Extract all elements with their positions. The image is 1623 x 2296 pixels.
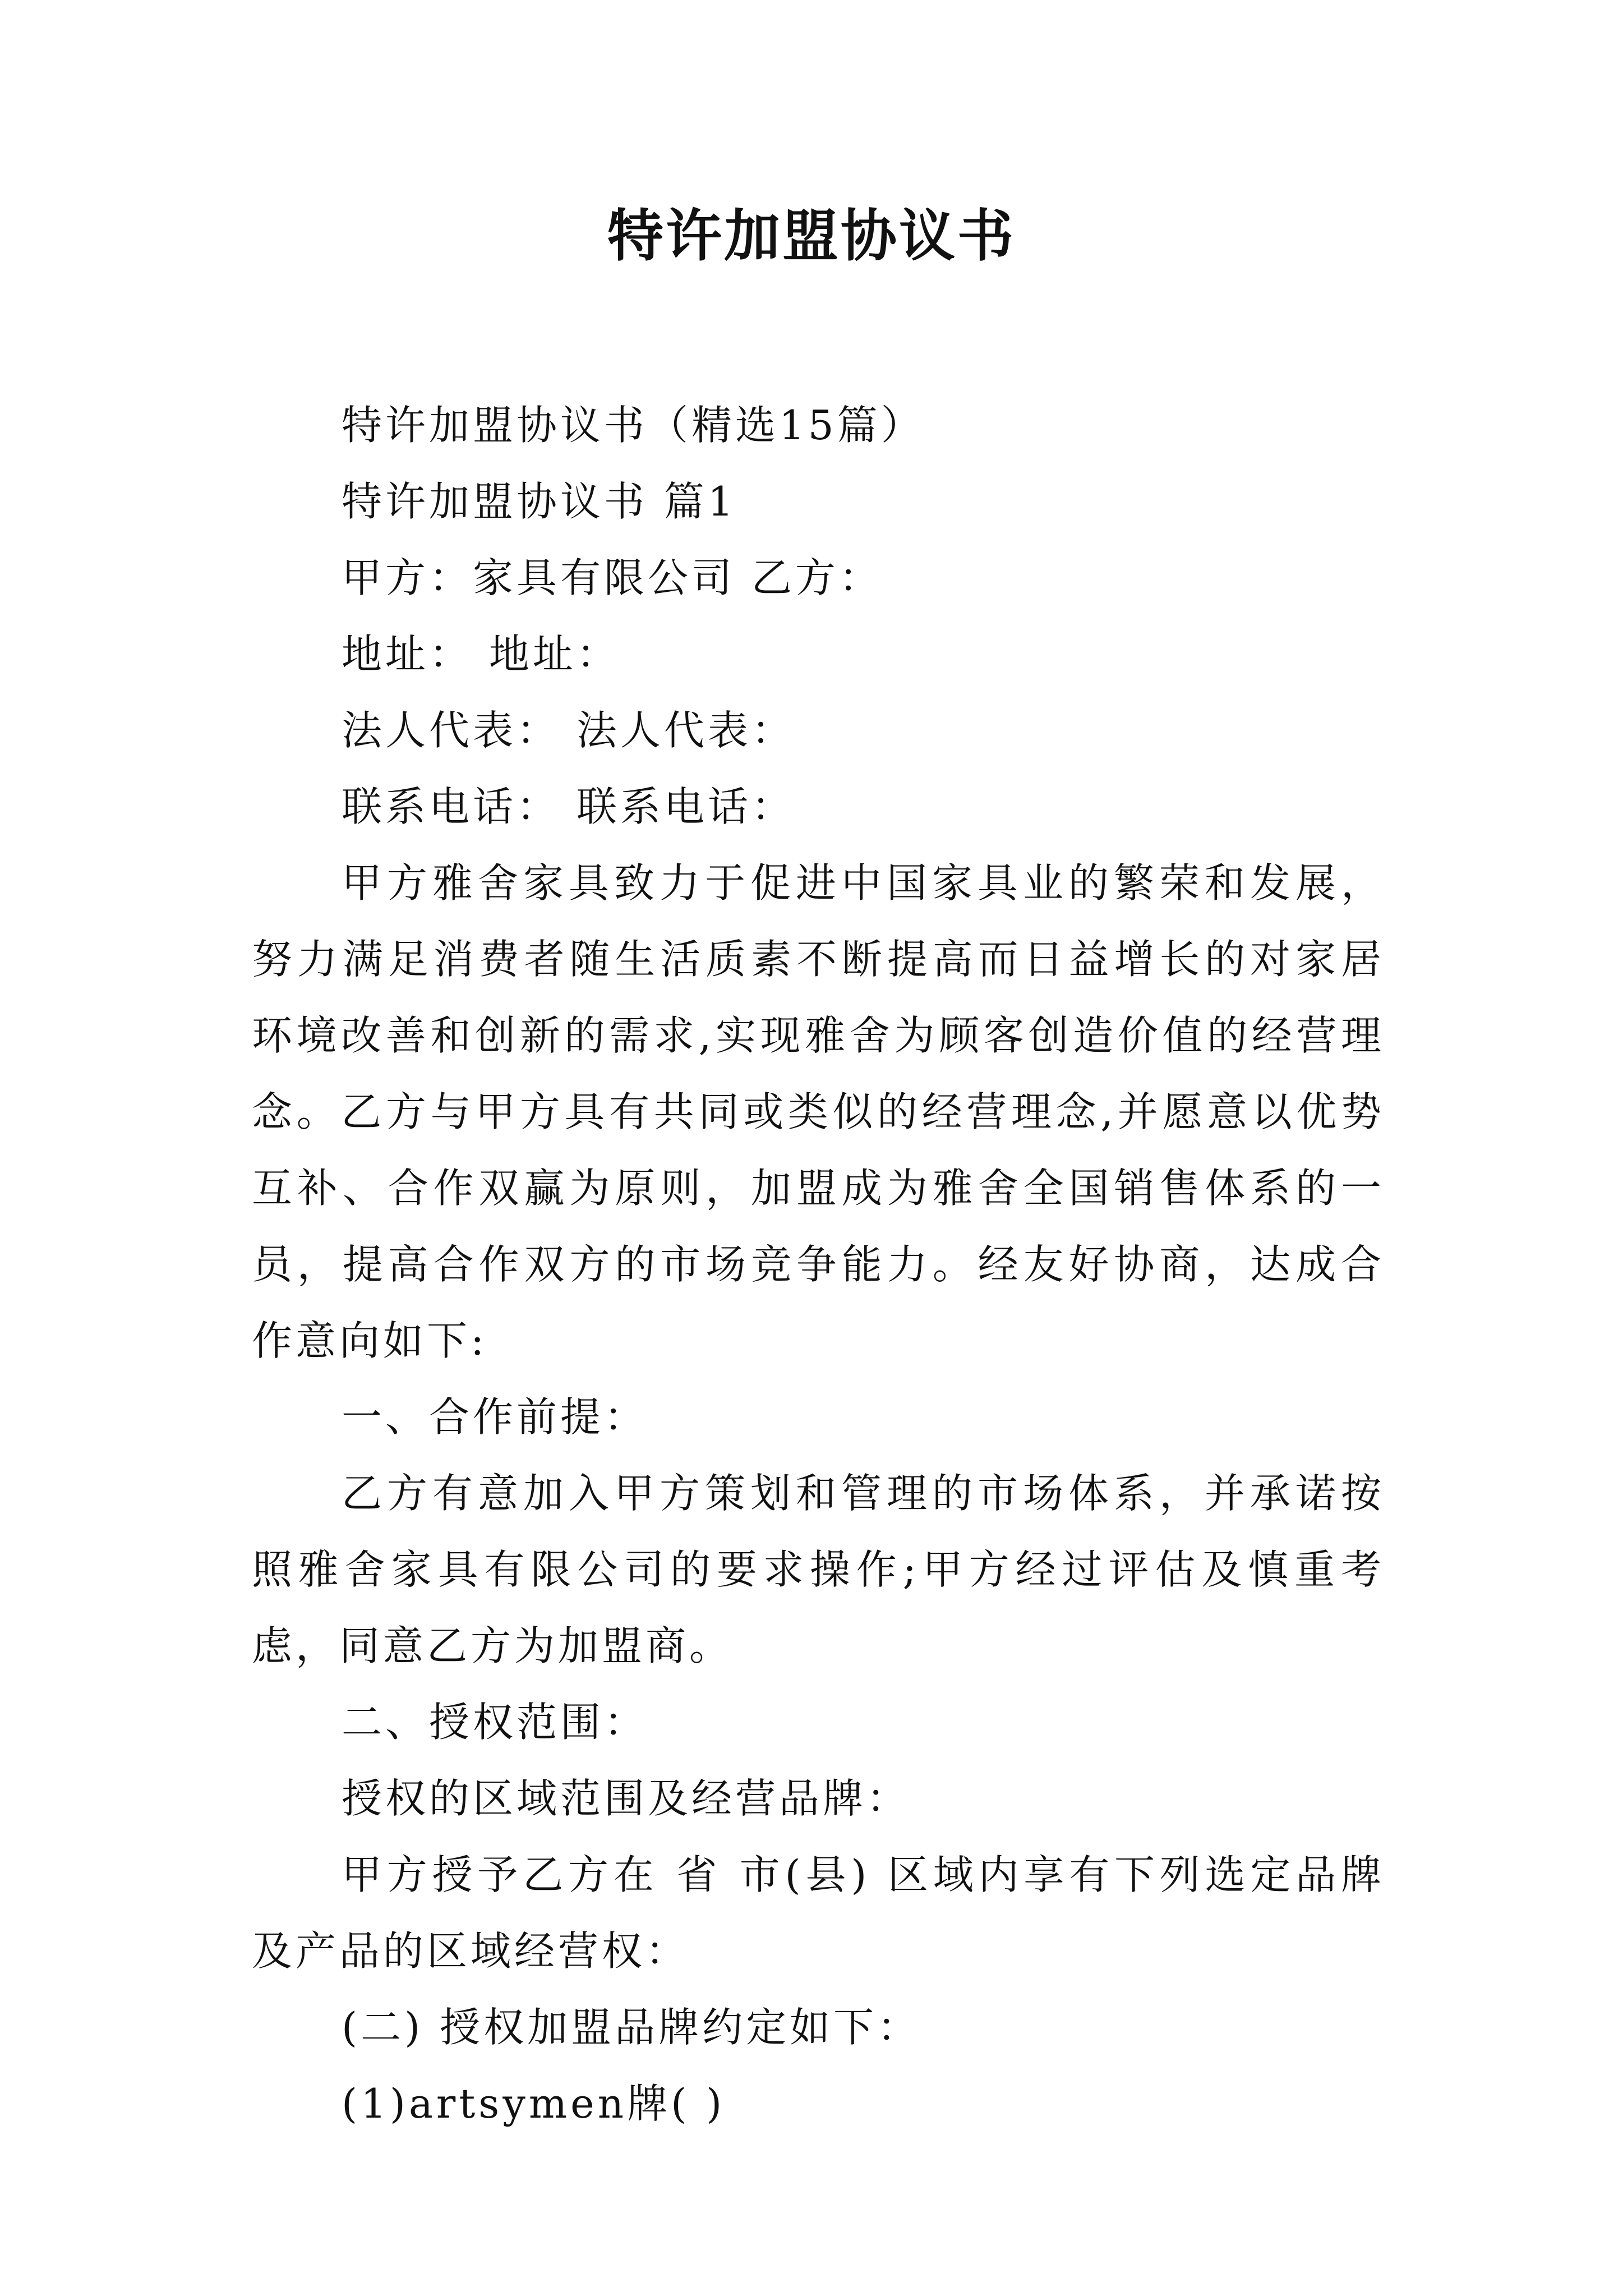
document-body xyxy=(252,387,1385,2142)
paragraph: 法人代表： 法人代表： xyxy=(342,707,795,754)
paragraph: 授权的区域范围及经营品牌： xyxy=(342,1775,911,1822)
paragraph: 二、授权范围： xyxy=(342,1699,648,1746)
paragraph: (二) 授权加盟品牌约定如下： xyxy=(342,2004,921,2051)
paragraph: 特许加盟协议书 篇1 xyxy=(342,478,737,525)
paragraph: 一、合作前提： xyxy=(342,1393,648,1441)
paragraph: 甲方授予乙方在 省 市(县) 区域内享有下列选定品牌及产品的区域经营权： xyxy=(252,1851,1385,1975)
paragraph: 联系电话： 联系电话： xyxy=(342,783,795,830)
document-title: 特许加盟协议书 xyxy=(607,203,1016,269)
paragraph: 甲方：家具有限公司 乙方： xyxy=(342,554,883,601)
paragraph: (1)artsymen牌( ) xyxy=(342,2080,726,2127)
paragraph: 乙方有意加入甲方策划和管理的市场体系，并承诺按照雅舍家具有限公司的要求操作;甲方经过评估及慎重考虑，同意乙方为加盟商。 xyxy=(252,1470,1385,1669)
paragraph: 特许加盟协议书（精选15篇） xyxy=(342,402,925,449)
paragraph: 甲方雅舍家具致力于促进中国家具业的繁荣和发展，努力满足消费者随生活质素不断提高而日益增长的对家居环境改善和创新的需求,实现雅舍为顾客创造价值的经营理念。乙方与甲方具有共同或类似的经营理念,并愿意以优势互补、合作双赢为原则，加盟成为雅舍全国销售体系的一员，提高合作双方的市场竞争能力。经友好协商，达成合作意向如下: xyxy=(252,859,1385,1364)
paragraph: 地址： 地址： xyxy=(342,631,620,678)
